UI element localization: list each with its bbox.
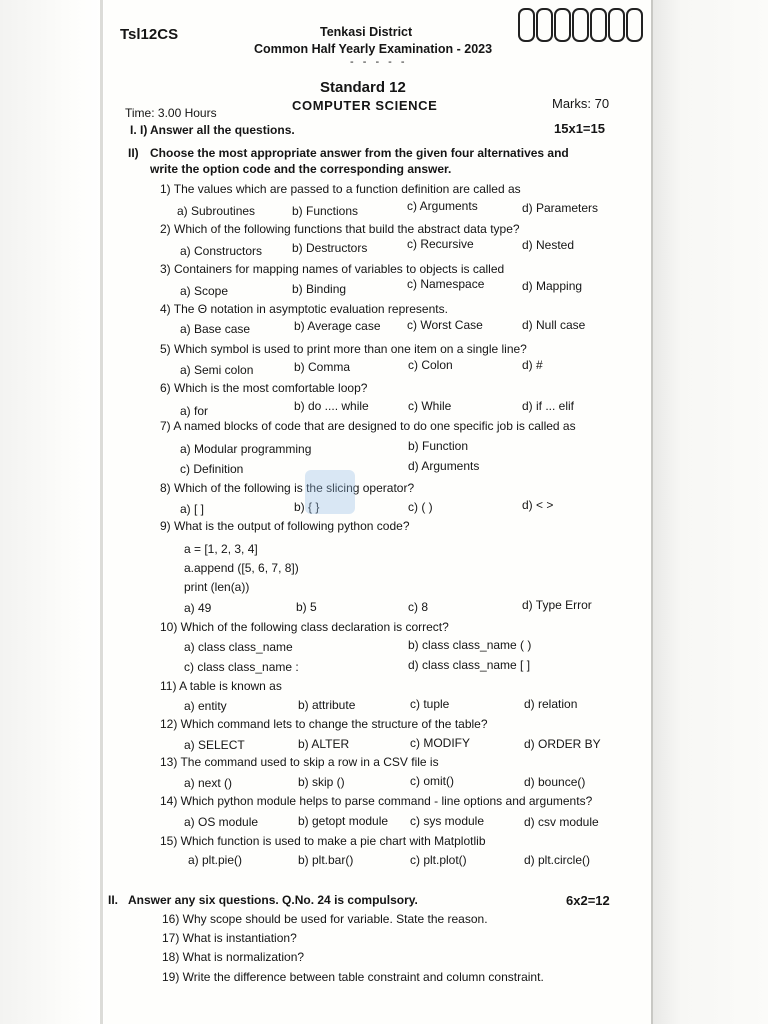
option-a: a) Modular programming (180, 442, 312, 456)
sub-instruction-line1: Choose the most appropriate answer from the given four alternatives and (150, 146, 569, 160)
option-b: b) skip () (298, 775, 345, 789)
option-d: d) csv module (524, 815, 599, 829)
question-text: 13) The command used to skip a row in a CSV file is (160, 755, 439, 769)
total-marks: Marks: 70 (552, 96, 610, 111)
option-a: a) for (180, 404, 209, 418)
part-marks: 15x1=15 (554, 121, 605, 136)
option-b: b) ALTER (298, 737, 350, 751)
option-b: b) Function (408, 439, 469, 453)
option-b: b) Destructors (292, 241, 368, 255)
scan-right-edge (651, 0, 653, 1024)
option-c: c) tuple (410, 697, 450, 711)
option-a: a) 49 (184, 601, 212, 615)
question-text: 8) Which of the following is the slicing operator? (160, 481, 415, 495)
option-c: c) 8 (408, 600, 429, 614)
question-text: 14) Which python module helps to parse command - line options and arguments? (160, 794, 593, 808)
register-box (572, 8, 589, 42)
option-a: a) Base case (180, 322, 251, 336)
option-b: b) getopt module (298, 814, 389, 828)
standard-heading: Standard 12 (320, 79, 406, 96)
option-b: b) 5 (296, 600, 317, 614)
option-c: c) Definition (180, 462, 244, 476)
question-text: 15) Which function is used to make a pie chart with Matplotlib (160, 834, 486, 848)
option-c: c) Arguments (407, 199, 478, 213)
option-a: a) [ ] (180, 502, 205, 516)
question-text: 1) The values which are passed to a function definition are called as (160, 182, 521, 196)
scan-right-margin (652, 0, 768, 1024)
part2-marks: 6x2=12 (566, 893, 610, 908)
option-a: a) plt.pie() (188, 853, 243, 867)
district-name: Tenkasi District (320, 25, 413, 39)
watermark-logo (305, 470, 355, 514)
sub-instruction-line2: write the option code and the corresponding answer. (150, 162, 452, 176)
option-a: a) OS module (184, 815, 259, 829)
exam-title: Common Half Yearly Examination - 2023 (254, 42, 493, 56)
question-text: 4) The Θ notation in asymptotic evaluation represents. (160, 302, 448, 316)
part2-number: II. (108, 893, 119, 907)
question-text: 6) Which is the most comfortable loop? (160, 381, 368, 395)
part-number: I. I) (130, 123, 148, 137)
question-text: 19) Write the difference between table constraint and column constraint. (162, 970, 544, 984)
question-text: 9) What is the output of following python code? (160, 519, 410, 533)
option-b: b) Average case (294, 319, 381, 333)
question-text: 12) Which command lets to change the structure of the table? (160, 717, 488, 731)
scan-left-margin (0, 0, 104, 1024)
option-d: d) class class_name [ ] (408, 658, 531, 672)
option-c: c) class class_name : (184, 660, 299, 674)
question-text: 10) Which of the following class declaration is correct? (160, 620, 449, 634)
question-text: 5) Which symbol is used to print more than one item on a single line? (160, 342, 527, 356)
option-a: a) entity (184, 699, 227, 713)
option-c: c) While (408, 399, 452, 413)
sub-part-number: II) (128, 146, 139, 160)
option-b: b) plt.bar() (298, 853, 354, 867)
option-b: b) Functions (292, 204, 359, 218)
option-a: a) Constructors (180, 244, 263, 258)
code-line: print (len(a)) (184, 580, 250, 594)
option-d: d) # (522, 358, 543, 372)
option-c: c) sys module (410, 814, 485, 828)
option-d: d) Null case (522, 318, 586, 332)
option-a: a) SELECT (184, 738, 245, 752)
option-d: d) Arguments (408, 459, 480, 473)
option-a: a) Scope (180, 284, 229, 298)
title-dots: - - - - - (350, 56, 408, 68)
option-d: d) if ... elif (522, 399, 575, 413)
option-b: b) { } (294, 500, 320, 514)
option-b: b) attribute (298, 698, 356, 712)
option-c: c) plt.plot() (410, 853, 467, 867)
question-text: 11) A table is known as (160, 679, 282, 693)
question-text: 18) What is normalization? (162, 950, 305, 964)
option-c: c) Colon (408, 358, 453, 372)
question-text: 16) Why scope should be used for variable. State the reason. (162, 912, 488, 926)
option-d: d) < > (522, 498, 554, 512)
option-b: b) Binding (292, 282, 347, 296)
register-number-boxes (518, 8, 644, 42)
option-c: c) Worst Case (407, 318, 483, 332)
option-d: d) Nested (522, 238, 575, 252)
option-d: d) ORDER BY (524, 737, 601, 751)
time-allowed: Time: 3.00 Hours (125, 106, 217, 120)
question-text: 7) A named blocks of code that are designed to do one specific job is called as (160, 419, 576, 433)
part-instruction: Answer all the questions. (150, 123, 295, 137)
code-line: a.append ([5, 6, 7, 8]) (184, 561, 299, 575)
option-a: a) next () (184, 776, 233, 790)
option-c: c) Namespace (407, 277, 485, 291)
option-c: c) ( ) (408, 500, 433, 514)
option-c: c) omit() (410, 774, 454, 788)
subject-heading: COMPUTER SCIENCE (292, 98, 438, 113)
option-d: d) bounce() (524, 775, 586, 789)
option-d: d) plt.circle() (524, 853, 591, 867)
option-b: b) do .... while (294, 399, 369, 413)
code-line: a = [1, 2, 3, 4] (184, 542, 258, 556)
question-text: 2) Which of the following functions that build the abstract data type? (160, 222, 520, 236)
option-a: a) class class_name (184, 640, 293, 654)
option-c: c) MODIFY (410, 736, 470, 750)
register-box (626, 8, 643, 42)
register-box (518, 8, 535, 42)
register-box (554, 8, 571, 42)
register-box (536, 8, 553, 42)
option-d: d) relation (524, 697, 578, 711)
option-a: a) Semi colon (180, 363, 254, 377)
option-a: a) Subroutines (177, 204, 256, 218)
option-b: b) class class_name ( ) (408, 638, 532, 652)
paper-code: Tsl12CS (120, 26, 179, 43)
option-d: d) Type Error (522, 598, 592, 612)
option-b: b) Comma (294, 360, 351, 374)
scan-fold-line (100, 0, 103, 1024)
part2-instruction: Answer any six questions. Q.No. 24 is compulsory. (128, 893, 418, 907)
register-box (590, 8, 607, 42)
register-box (608, 8, 625, 42)
question-text: 17) What is instantiation? (162, 931, 297, 945)
option-d: d) Mapping (522, 279, 583, 293)
option-d: d) Parameters (522, 201, 599, 215)
question-text: 3) Containers for mapping names of variables to objects is called (160, 262, 505, 276)
option-c: c) Recursive (407, 237, 474, 251)
